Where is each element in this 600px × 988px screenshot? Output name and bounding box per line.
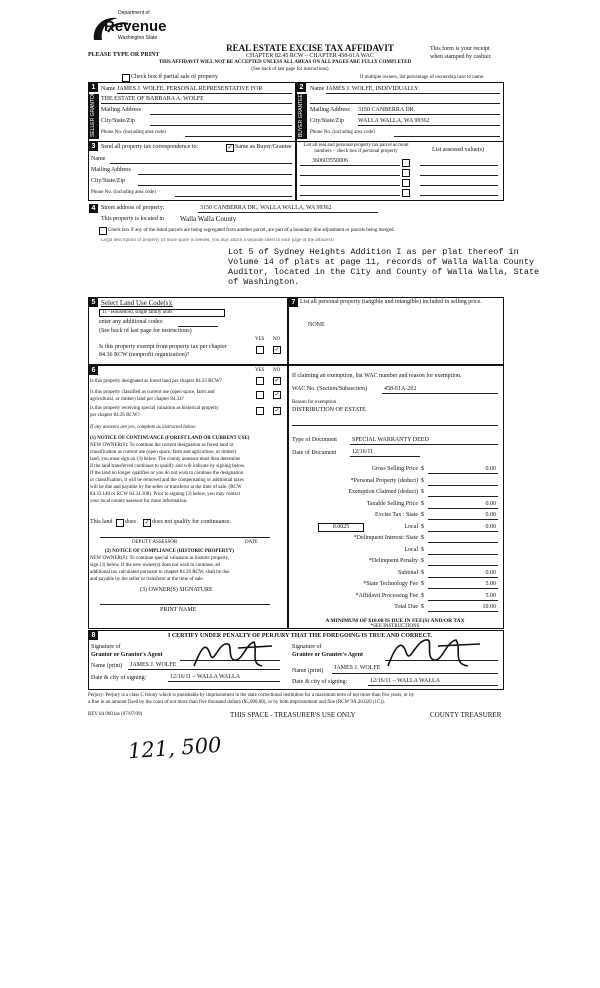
list-assessed-label: List assessed value(s) [432,147,484,153]
treasurer-space: THIS SPACE - TREASURER'S USE ONLY [230,711,356,719]
tax-row-label: Gross Selling Price [371,466,418,472]
land-use-code-select[interactable]: 11 - Household, single family units [99,309,225,317]
grantor-name: JAMES J. WOLFE [130,662,177,668]
located-in-county: Walla Walla County [180,215,237,223]
grantee-date-label: Date & city of signing: [292,679,348,685]
multiple-owners-note: If multiple owners, list percentage of ownership next to name. [360,75,485,80]
reason-label: Reason for exemption [292,400,337,405]
exempt-question-2: 84.36 RCW (nonprofit organization)? [99,352,190,358]
historic-question-1: Is this property receiving special valuation as historical property [90,406,219,411]
tax-row-dollar: $ [421,547,424,553]
segregated-label: Check box if any of the listed parcels are being segregated from another parcel, are part of a boundary line adjustment or parcels being merged. [108,228,395,233]
receipt-note-2: when stamped by cashier. [430,54,492,60]
perjury-line-1: Perjury: Perjury is a class C felony which is punishable by imprisonment in the state correctional institution for a maximum term of not more than five years, or by [88,693,415,698]
logo-main: Revenue [104,18,167,35]
local-tax-rate-box[interactable]: 0.0025 [318,523,364,532]
tax-row-label: *Affidavit Processing Fee [355,593,418,599]
notice-continuance-title: (1) NOTICE OF CONTINUANCE (FOREST LAND OR CURRENT USE) [90,436,250,441]
exempt-yes-checkbox[interactable] [256,346,264,354]
current-use-question-1: Is this property classified as current use (open space, farm and [90,390,215,395]
seller-phone-label: Phone No. (including area code) [101,130,166,135]
section-7-number: 7 [289,298,298,307]
tax-row-dollar: $ [421,478,424,484]
seller-mailing-label: Mailing Address [101,107,141,113]
tax-row-label: *Delinquent Penalty [368,558,418,564]
tax-row-value[interactable]: 0.00 [485,524,496,530]
tax-row-dollar: $ [421,604,424,610]
buyer-section-number: 2 [297,83,306,92]
tax-row-label: Exemption Claimed (deduct) [348,489,418,495]
street-address-label: Street address of property: [101,205,165,211]
logo-sub: Washington State [118,35,158,41]
legal-description-line-4: of Washington. [228,277,300,287]
buyer-city-label: City/State/Zip [310,118,344,124]
section-6-number: 6 [89,366,98,375]
grantor-date: 12/16/11 – WALLA WALLA [170,674,241,680]
see-instructions: *SEE INSTRUCTIONS [370,624,420,629]
buyer-mailing: 3150 CANBERRA DR. [358,107,416,113]
parcel-2-personal-checkbox[interactable] [402,169,410,177]
does-label: does [125,519,136,525]
receipt-note-1: This form is your receipt [430,46,490,52]
grantor-signature-label-2: Grantor or Grantor's Agent [91,652,163,658]
tax-row-dollar: $ [421,466,424,472]
s5-no-header: NO [273,337,281,342]
historic-yes-checkbox[interactable] [256,407,264,415]
grantee-name: JAMES J. WOLFE [334,665,381,671]
grantee-signature-label-2: Grantee or Grantee's Agent [292,652,364,658]
document-date-label: Date of Document [292,450,337,456]
legal-description-note: Legal description of property (if more space is needed, you may attach a separate sheet to each page of the affidavit) [101,238,334,243]
tax-row-value[interactable]: 0.00 [485,512,496,518]
tax-row-dollar: $ [421,558,424,564]
additional-codes-label: enter any additional codes: [99,319,164,325]
notice-compliance-title: (2) NOTICE OF COMPLIANCE (HISTORIC PROPERTY) [105,549,234,554]
tax-row-label: Taxable Selling Price [366,501,418,507]
document-type-label: Type of Document [292,437,337,443]
forest-no-checkbox[interactable]: ✓ [274,378,280,384]
does-not-label: does not qualify for continuance. [152,519,232,525]
tax-row-dollar: $ [421,489,424,495]
personal-property-section [288,297,504,365]
s6-no-header: NO [273,368,281,373]
seller-side-text: SELLER GRANTOR [90,91,96,137]
tax-row-label: Subtotal [397,570,418,576]
buyer-city: WALLA WALLA, WA 99362 [358,118,430,124]
current-use-yes-checkbox[interactable] [256,391,264,399]
document-type: SPECIAL WARRANTY DEED [352,437,429,443]
legal-description-line-3: Auditor, located in the City and County of Walla Walla, State [228,267,540,277]
print-name-label: PRINT NAME [160,607,197,613]
s6-yes-header: YES [255,368,265,373]
grantee-signature [380,632,490,672]
document-date: 12/16/11 [352,449,374,455]
certify-statement: I CERTIFY UNDER PENALTY OF PERJURY THAT THE FOREGOING IS TRUE AND CORRECT. [167,633,432,639]
buyer-name: JAMES J. WOLFE, INDIVIDUALLY [326,86,419,92]
parcel-3-personal-checkbox[interactable] [402,179,410,187]
any-yes-note: If any answers are yes, complete as instructed below. [90,425,197,430]
section-5-number: 5 [89,298,98,307]
does-qualify-checkbox[interactable] [116,519,124,527]
forest-land-question: Is this property designated as forest land per chapter 84.33 RCW? [90,379,222,384]
seller-name-2: THE ESTATE OF BARBARA A. WOLFE [101,96,204,102]
handwritten-note: 121, 500 [127,732,223,764]
please-type: PLEASE TYPE OR PRINT [88,52,160,58]
minimum-due-note: A MINIMUM OF $10.00 IS DUE IN FEE(S) AND/OR TAX [325,618,465,624]
grantor-date-label: Date & city of signing: [91,675,147,681]
same-as-buyer-checkbox[interactable]: ✓ [227,145,233,151]
buyer-mailing-label: Mailing Address [310,107,350,113]
parcel-4-personal-checkbox[interactable] [402,189,410,197]
legal-description-line-1: Lot 5 of Sydney Heights Addition I as per plat thereof in [228,247,519,257]
buyer-name-label: Name [310,86,325,92]
tax-row-dollar: $ [421,524,424,530]
tax-row-dollar: $ [421,512,424,518]
located-in-label: This property is located in [101,216,164,222]
deputy-assessor-label: DEPUTY ASSESSOR [132,540,178,545]
wac-label: WAC No. (Section/Subsection) [292,386,368,392]
deputy-date-label: DATE [245,540,258,545]
grantee-name-label: Name (print) [292,668,324,674]
logo-top: Department of [118,10,150,16]
tax-row-value[interactable]: 0.00 [485,466,496,472]
buyer-phone-label: Phone No. (including area code) [310,130,375,135]
parcel-number: 360603550006 [312,158,348,164]
grantee-signature-label-1: Signature of [292,644,322,650]
section-8-number: 8 [89,631,98,640]
grantor-signature [188,636,278,672]
same-as-buyer-label: Same as Buyer/Grantee [235,144,292,150]
current-use-no-checkbox[interactable]: ✓ [274,392,280,398]
exempt-no-checkbox[interactable]: ✓ [274,347,280,353]
tax-row-label: *Personal Property (deduct) [350,478,418,484]
legal-description-line-2: Volume 14 of plats at page 11, records of Walla Walla County [228,257,535,267]
seller-name-label: Name [101,86,116,92]
tax-row-label: Local [404,547,418,553]
s3-mailing-label: Mailing Address [91,167,131,173]
tax-row-value[interactable]: 0.00 [485,501,496,507]
perjury-line-2: a fine in an amount fixed by the court of not more than five thousand dollars ($5,000.00), or by both imprisonment and fine (RCW 9A.20.020 (1C)). [88,700,385,705]
current-use-question-2: agricultural, or timber) land per chapter 84.34? [90,397,184,402]
form-subtitle: CHAPTER 82.45 RCW – CHAPTER 458-61A WAC [246,53,374,59]
historic-question-2: per chapter 84.26 RCW? [90,413,140,418]
reason-value: DISTRIBUTION OF ESTATE [292,407,366,413]
seller-section-number: 1 [89,83,98,92]
partial-sale-checkbox[interactable] [122,74,130,82]
parcel-1-personal-checkbox[interactable] [402,159,410,167]
tax-row-value[interactable]: 5.00 [485,593,496,599]
s5-yes-header: YES [255,337,265,342]
s3-phone-label: Phone No. (including area code) [91,190,156,195]
seller-city-label: City/State/Zip [101,118,135,124]
tax-row-label: Local [404,524,418,530]
form-warning: THIS AFFIDAVIT WILL NOT BE ACCEPTED UNLESS ALL AREAS ON ALL PAGES ARE FULLY COMPLETED [158,60,412,65]
tax-row-dollar: $ [421,581,424,587]
segregated-checkbox[interactable] [99,227,107,235]
rev-number: REV 84 0001ae (07/07/09) [88,712,143,717]
tax-row-label: Excise Tax : State [375,512,418,518]
owner-signature-label: (3) OWNER(S) SIGNATURE [140,587,213,593]
forest-yes-checkbox[interactable] [256,377,264,385]
tax-row-label: *State Technology Fee [363,581,418,587]
street-address: 3150 CANBERRA DR., WALLA WALLA, WA 99362 [200,205,332,211]
land-use-see-back: (See back of last page for instructions) [99,328,192,334]
list-personal-property-label: List all personal property (tangible and intangible) included in selling price. [300,299,482,305]
form-title: REAL ESTATE EXCISE TAX AFFIDAVIT [226,43,394,53]
historic-no-checkbox[interactable]: ✓ [274,408,280,414]
buyer-side-text: BUYER GRANTEE [298,94,304,137]
see-back: (See back of last page for instructions) [251,67,329,72]
s3-city-label: City/State/Zip [91,178,125,184]
tax-row-value[interactable]: 5.00 [485,581,496,587]
land-use-label: Select Land Use Code(s): [101,299,173,307]
tax-row-dollar: $ [421,570,424,576]
wac-number: 458-61A-202 [384,386,417,392]
dor-logo [88,10,167,50]
send-correspondence-label: Send all property tax correspondence to: [101,144,199,150]
grantee-date: 12/16/11 – WALLA WALLA [370,678,441,684]
tax-row-label: *Delinquent Interest: State [353,535,418,541]
tax-row-value[interactable]: 0.00 [485,570,496,576]
grantor-signature-label-1: Signature of [91,644,121,650]
exempt-question-1: Is this property exempt from property tax per chapter [99,344,227,350]
tax-row-label: Total Due [394,604,418,610]
county-treasurer: COUNTY TREASURER [430,711,502,719]
tax-row-dollar: $ [421,501,424,507]
does-not-qualify-checkbox[interactable]: ✓ [144,520,150,526]
seller-name: JAMES J. WOLFE, PERSONAL REPRESENTATIVE FOR [117,86,263,92]
s3-name-label: Name [91,156,106,162]
this-land-label: This land [90,519,113,525]
partial-sale-label: Check box if partial sale of property [131,74,218,80]
list-parcels-label: List all real and personal property tax parcel account numbers – check box if personal property [303,143,409,154]
tax-row-dollar: $ [421,535,424,541]
section-4-number: 4 [89,204,98,213]
section-3-number: 3 [89,142,98,151]
tax-row-value[interactable]: 10.00 [482,604,496,610]
tax-row-dollar: $ [421,593,424,599]
claim-exemption-label: If claiming an exemption, list WAC number and reason for exemption. [292,373,462,379]
grantor-name-label: Name (print) [91,663,123,669]
personal-property-value: NONE [308,322,325,328]
